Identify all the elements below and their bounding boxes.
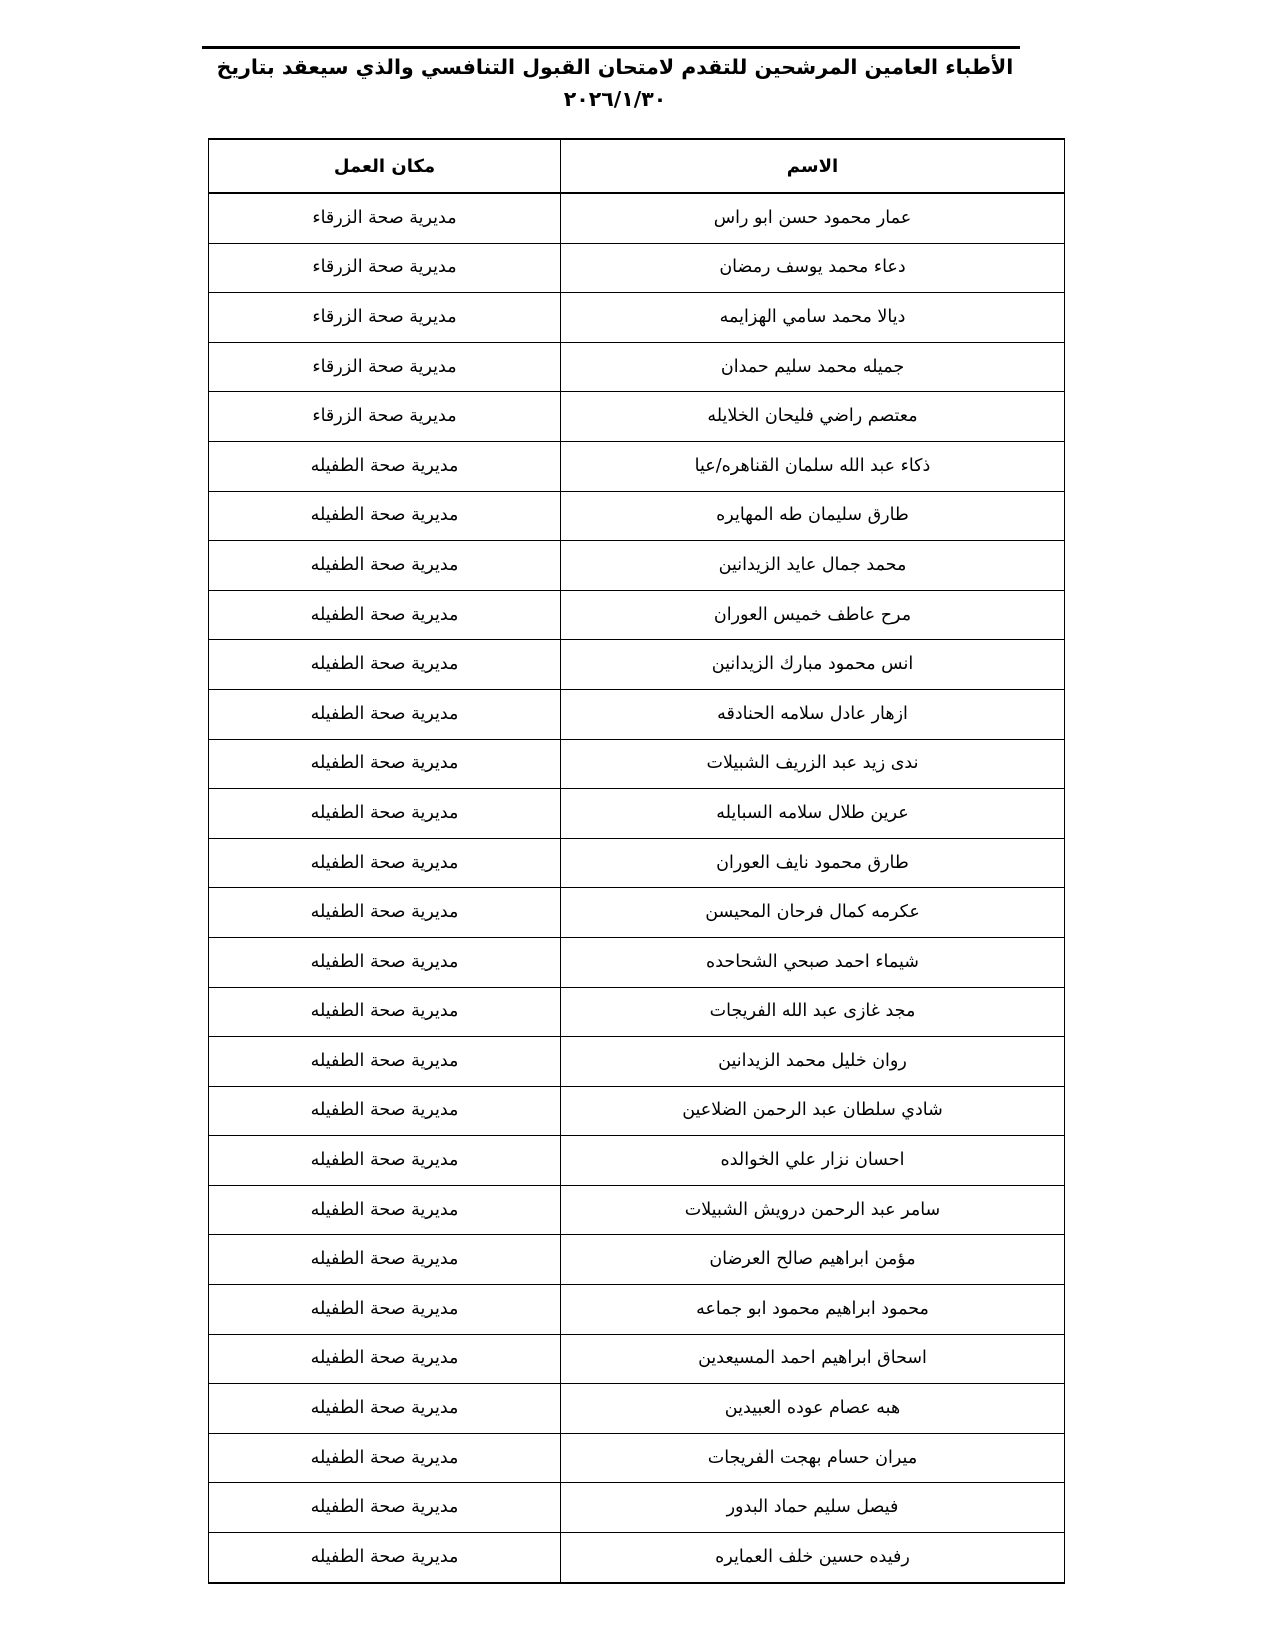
table-row (209, 689, 1065, 739)
cell-workplace (209, 293, 561, 343)
candidate-name-text: ديالا محمد سامي الهزايمه (719, 306, 906, 327)
table-row (209, 1285, 1065, 1335)
cell-workplace (209, 689, 561, 739)
candidate-name-text: مجد غازى عبد الله الفريجات (709, 1001, 916, 1022)
table-body (209, 193, 1065, 1583)
cell-candidate-name (561, 1384, 1065, 1434)
table-row (209, 987, 1065, 1037)
candidate-name-text: عكرمه كمال فرحان المحيسن (705, 902, 920, 923)
candidate-name-text: روان خليل محمد الزيدانين (718, 1050, 907, 1071)
workplace-text: مديرية صحة الطفيله (310, 1398, 459, 1419)
cell-workplace (209, 739, 561, 789)
cell-candidate-name (561, 1037, 1065, 1087)
cell-workplace (209, 243, 561, 293)
workplace-text: مديرية صحة الزرقاء (312, 406, 457, 427)
cell-workplace (209, 937, 561, 987)
candidate-name-text: طارق محمود نايف العوران (716, 852, 909, 873)
candidate-name-text: شادي سلطان عبد الرحمن الضلاعين (682, 1100, 943, 1121)
column-header-workplace: مكان العمل (209, 139, 561, 193)
candidate-name-text: اسحاق ابراهيم احمد المسيعدين (698, 1348, 927, 1369)
workplace-text: مديرية صحة الطفيله (310, 554, 459, 575)
candidate-name-text: معتصم راضي فليحان الخلايله (707, 406, 918, 427)
column-header-name: الاسم (561, 139, 1065, 193)
candidate-name-text: انس محمود مبارك الزيدانين (711, 654, 914, 675)
cell-candidate-name (561, 987, 1065, 1037)
cell-workplace (209, 789, 561, 839)
candidate-name-text: ندى زيد عبد الزريف الشبيلات (706, 753, 919, 774)
cell-workplace (209, 541, 561, 591)
cell-candidate-name (561, 1483, 1065, 1533)
workplace-text: مديرية صحة الطفيله (310, 1249, 459, 1270)
table-row (209, 491, 1065, 541)
workplace-text: مديرية صحة الطفيله (310, 753, 459, 774)
cell-workplace (209, 888, 561, 938)
workplace-text: مديرية صحة الطفيله (310, 1348, 459, 1369)
table-row (209, 441, 1065, 491)
cell-workplace (209, 838, 561, 888)
cell-candidate-name (561, 1334, 1065, 1384)
table-row (209, 888, 1065, 938)
roster-table-container (209, 138, 1065, 1584)
cell-workplace (209, 491, 561, 541)
cell-workplace (209, 392, 561, 442)
cell-workplace (209, 1037, 561, 1087)
table-row (209, 1037, 1065, 1087)
cell-workplace (209, 1285, 561, 1335)
table-row (209, 193, 1065, 243)
cell-workplace (209, 1235, 561, 1285)
cell-candidate-name (561, 243, 1065, 293)
cell-candidate-name (561, 1086, 1065, 1136)
cell-candidate-name (561, 590, 1065, 640)
table-header-row (209, 139, 1065, 193)
cell-candidate-name (561, 193, 1065, 243)
candidate-name-text: مرح عاطف خميس العوران (713, 604, 912, 625)
cell-candidate-name (561, 1433, 1065, 1483)
workplace-text: مديرية صحة الزرقاء (312, 306, 457, 327)
cell-workplace (209, 987, 561, 1037)
cell-candidate-name (561, 888, 1065, 938)
table-row (209, 789, 1065, 839)
cell-candidate-name (561, 342, 1065, 392)
cell-candidate-name (561, 1136, 1065, 1186)
table-row (209, 590, 1065, 640)
table-row (209, 739, 1065, 789)
cell-workplace (209, 1384, 561, 1434)
candidate-name-text: ازهار عادل سلامه الحنادقه (717, 703, 908, 724)
table-row (209, 640, 1065, 690)
table-row (209, 1384, 1065, 1434)
candidate-name-text: شيماء احمد صبحي الشحاحده (706, 951, 919, 972)
workplace-text: مديرية صحة الطفيله (310, 654, 459, 675)
table-row (209, 1086, 1065, 1136)
cell-workplace (209, 1533, 561, 1583)
workplace-text: مديرية صحة الطفيله (310, 1546, 459, 1567)
cell-candidate-name (561, 838, 1065, 888)
cell-candidate-name (561, 1185, 1065, 1235)
workplace-text: مديرية صحة الطفيله (310, 455, 459, 476)
workplace-text: مديرية صحة الطفيله (310, 1100, 459, 1121)
page-title-line-1: الأطباء العامين المرشحين للتقدم لامتحان القبول التنافسي والذي سيعقد بتاريخ (216, 55, 1014, 79)
cell-candidate-name (561, 937, 1065, 987)
table-row (209, 1334, 1065, 1384)
cell-workplace (209, 441, 561, 491)
table-row (209, 1136, 1065, 1186)
table-row (209, 838, 1065, 888)
cell-workplace (209, 1086, 561, 1136)
table-row (209, 293, 1065, 343)
cell-candidate-name (561, 1285, 1065, 1335)
candidate-name-text: مؤمن ابراهيم صالح العرضان (709, 1249, 916, 1270)
candidate-name-text: ميران حسام بهجت الفريجات (707, 1447, 918, 1468)
cell-candidate-name (561, 392, 1065, 442)
page-title-exam-date: ٢٠٢٦/١/٣٠ (563, 86, 667, 111)
table-row (209, 1185, 1065, 1235)
workplace-text: مديرية صحة الطفيله (310, 505, 459, 526)
workplace-text: مديرية صحة الزرقاء (312, 356, 457, 377)
cell-candidate-name (561, 491, 1065, 541)
workplace-text: مديرية صحة الطفيله (310, 852, 459, 873)
table-row (209, 1433, 1065, 1483)
workplace-text: مديرية صحة الطفيله (310, 1497, 459, 1518)
cell-workplace (209, 1185, 561, 1235)
candidates-table (208, 138, 1065, 1584)
workplace-text: مديرية صحة الطفيله (310, 802, 459, 823)
workplace-text: مديرية صحة الزرقاء (312, 207, 457, 228)
cell-workplace (209, 590, 561, 640)
table-header (209, 139, 1065, 193)
workplace-text: مديرية صحة الطفيله (310, 1150, 459, 1171)
workplace-text: مديرية صحة الطفيله (310, 902, 459, 923)
table-row (209, 937, 1065, 987)
cell-candidate-name (561, 441, 1065, 491)
cell-workplace (209, 1483, 561, 1533)
candidate-name-text: احسان نزار علي الخوالده (720, 1150, 905, 1171)
workplace-text: مديرية صحة الطفيله (310, 1001, 459, 1022)
workplace-text: مديرية صحة الطفيله (310, 703, 459, 724)
workplace-text: مديرية صحة الزرقاء (312, 257, 457, 278)
candidate-name-text: عمار محمود حسن ابو راس (713, 207, 912, 228)
workplace-text: مديرية صحة الطفيله (310, 1298, 459, 1319)
workplace-text: مديرية صحة الطفيله (310, 1050, 459, 1071)
table-row (209, 1235, 1065, 1285)
workplace-text: مديرية صحة الطفيله (310, 604, 459, 625)
candidate-name-text: سامر عبد الرحمن درويش الشبيلات (684, 1199, 941, 1220)
candidate-name-text: هبه عصام عوده العبيدين (724, 1398, 901, 1419)
table-row (209, 1483, 1065, 1533)
workplace-text: مديرية صحة الطفيله (310, 1447, 459, 1468)
candidate-name-text: فيصل سليم حماد البدور (726, 1497, 899, 1518)
candidate-name-text: محمد جمال عايد الزيدانين (718, 554, 907, 575)
table-row (209, 342, 1065, 392)
table-row (209, 243, 1065, 293)
cell-workplace (209, 1334, 561, 1384)
cell-candidate-name (561, 541, 1065, 591)
cell-candidate-name (561, 689, 1065, 739)
candidate-name-text: جميله محمد سليم حمدان (720, 356, 905, 377)
cell-workplace (209, 640, 561, 690)
candidate-name-text: دعاء محمد يوسف رمضان (719, 257, 906, 278)
cell-candidate-name (561, 1533, 1065, 1583)
header-divider-rule (202, 46, 1020, 49)
candidate-name-text: محمود ابراهيم محمود ابو جماعه (696, 1298, 929, 1319)
cell-candidate-name (561, 789, 1065, 839)
workplace-text: مديرية صحة الطفيله (310, 951, 459, 972)
candidate-name-text: رفيده حسين خلف العمايره (715, 1546, 910, 1567)
cell-candidate-name (561, 739, 1065, 789)
cell-candidate-name (561, 293, 1065, 343)
cell-workplace (209, 193, 561, 243)
page-title (215, 52, 1015, 116)
table-row (209, 1533, 1065, 1583)
cell-workplace (209, 1433, 561, 1483)
cell-workplace (209, 342, 561, 392)
cell-candidate-name (561, 640, 1065, 690)
table-row (209, 541, 1065, 591)
cell-candidate-name (561, 1235, 1065, 1285)
table-row (209, 392, 1065, 442)
candidate-name-text: طارق سليمان طه المهايره (716, 505, 909, 526)
candidate-name-text: عرين طلال سلامه السبايله (716, 802, 909, 823)
workplace-text: مديرية صحة الطفيله (310, 1199, 459, 1220)
cell-workplace (209, 1136, 561, 1186)
candidate-name-text: ذكاء عبد الله سلمان القناهره/عيا (694, 455, 931, 476)
